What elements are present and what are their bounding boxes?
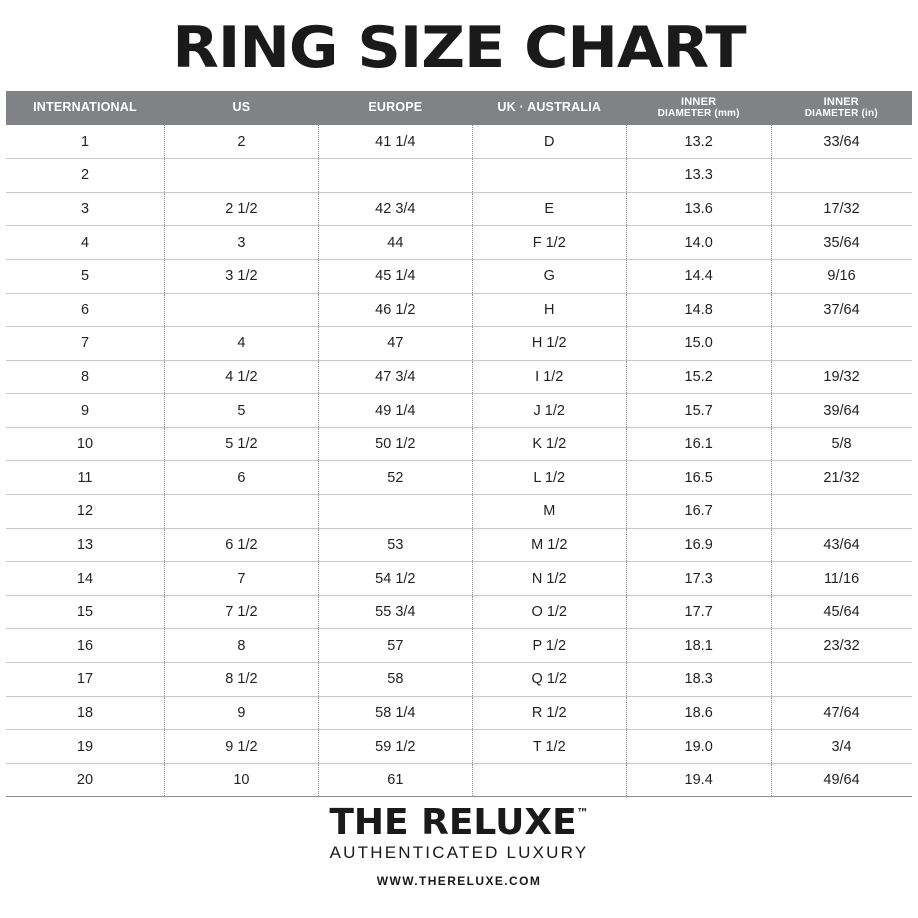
table-cell [318,159,472,193]
table-cell [771,327,911,361]
table-cell: 59 1/2 [318,730,472,764]
table-header-row [6,91,912,125]
table-cell: 53 [318,528,472,562]
table-row [6,327,912,361]
table-cell [472,159,626,193]
table-cell: 12 [6,495,164,529]
table-cell: 5 [164,394,318,428]
table-cell: 47 [318,327,472,361]
table-cell: 13.6 [626,192,771,226]
table-cell: 15.7 [626,394,771,428]
table-row [6,226,912,260]
table-cell: 4 [6,226,164,260]
column-header-uk-australia-label: UK · AUSTRALIA [497,100,602,115]
table-cell: 5 1/2 [164,427,318,461]
table-cell: 9 [6,394,164,428]
table-row [6,461,912,495]
footer [0,802,918,889]
table-cell: 7 1/2 [164,595,318,629]
table-cell: 5/8 [771,427,911,461]
table-cell: J 1/2 [472,394,626,428]
table-body [6,125,912,797]
table-cell: 23/32 [771,629,911,663]
table-cell: N 1/2 [472,562,626,596]
table-cell: 18.3 [626,663,771,697]
table-cell: 14.4 [626,259,771,293]
table-row [6,595,912,629]
column-header-inner-diameter-mm [626,91,771,125]
table-cell: 44 [318,226,472,260]
website-url: WWW.THERELUXE.COM [376,874,542,889]
table-row [6,629,912,663]
table-cell: 11 [6,461,164,495]
table-row [6,159,912,193]
table-cell: H 1/2 [472,327,626,361]
table-cell: 45/64 [771,595,911,629]
table-cell: 3 [6,192,164,226]
column-header-us-label: US [232,100,251,115]
table-cell: 21/32 [771,461,911,495]
trademark-symbol: ™ [576,806,589,821]
table-cell: 15 [6,595,164,629]
table-cell: 7 [164,562,318,596]
table-cell: 17/32 [771,192,911,226]
table-cell: 13.3 [626,159,771,193]
table-cell: 45 1/4 [318,259,472,293]
table-cell: 54 1/2 [318,562,472,596]
table-cell: 17 [6,663,164,697]
table-cell: 2 [6,159,164,193]
table-cell: 10 [164,763,318,797]
table-cell [318,495,472,529]
table-row [6,125,912,159]
table-cell: 7 [6,327,164,361]
table-cell: P 1/2 [472,629,626,663]
table-row [6,562,912,596]
table-cell: M 1/2 [472,528,626,562]
column-header-inner-diameter-mm-sub: DIAMETER (mm) [657,107,740,119]
table-cell: 14.8 [626,293,771,327]
page-title: RING SIZE CHART [172,15,746,81]
table-row [6,259,912,293]
table-cell: T 1/2 [472,730,626,764]
table-cell: 55 3/4 [318,595,472,629]
table-cell: 58 [318,663,472,697]
table-cell: 16 [6,629,164,663]
ring-size-table [6,91,912,797]
table-cell [472,763,626,797]
table-cell: 18.1 [626,629,771,663]
table-cell: 37/64 [771,293,911,327]
table-cell: 9/16 [771,259,911,293]
table-cell: 41 1/4 [318,125,472,159]
table-cell: 35/64 [771,226,911,260]
table-cell: 5 [6,259,164,293]
table-cell: 3/4 [771,730,911,764]
table-row [6,427,912,461]
table-cell: 1 [6,125,164,159]
table-row [6,730,912,764]
table-row [6,495,912,529]
table-cell: 16.1 [626,427,771,461]
table-cell: 17.3 [626,562,771,596]
table-cell: 6 [6,293,164,327]
column-header-uk-australia [472,91,626,125]
column-header-international [6,91,164,125]
table-cell: 47/64 [771,696,911,730]
table-row [6,293,912,327]
table-cell: 9 1/2 [164,730,318,764]
column-header-europe-label: EUROPE [368,100,423,115]
table-cell [164,495,318,529]
table-row [6,528,912,562]
table-header [6,91,912,125]
table-row [6,360,912,394]
table-cell: D [472,125,626,159]
table-cell: 18.6 [626,696,771,730]
column-header-inner-diameter-in [771,91,911,125]
table-cell: R 1/2 [472,696,626,730]
brand-logo [329,802,589,844]
column-header-inner-diameter-mm-label: INNER [681,96,717,108]
table-cell: 3 1/2 [164,259,318,293]
table-cell: 33/64 [771,125,911,159]
table-cell: 47 3/4 [318,360,472,394]
table-row [6,696,912,730]
table-cell: 49 1/4 [318,394,472,428]
table-cell: 58 1/4 [318,696,472,730]
table-cell: 16.7 [626,495,771,529]
table-cell: F 1/2 [472,226,626,260]
table-cell: 9 [164,696,318,730]
column-header-us [164,91,318,125]
table-cell: 13.2 [626,125,771,159]
table-cell: 14 [6,562,164,596]
table-cell [771,663,911,697]
table-cell: 6 [164,461,318,495]
column-header-international-label: INTERNATIONAL [33,100,137,115]
table-cell: 10 [6,427,164,461]
table-cell: 52 [318,461,472,495]
table-cell: H [472,293,626,327]
table-cell: 46 1/2 [318,293,472,327]
table-cell: 61 [318,763,472,797]
table-row [6,394,912,428]
table-cell: M [472,495,626,529]
table-cell: 19 [6,730,164,764]
table-cell: 2 [164,125,318,159]
table-cell: 6 1/2 [164,528,318,562]
table-cell: 4 1/2 [164,360,318,394]
table-cell: 39/64 [771,394,911,428]
table-cell: E [472,192,626,226]
table-cell [164,159,318,193]
table-cell: 15.0 [626,327,771,361]
column-header-inner-diameter-in-sub: DIAMETER (in) [804,107,878,119]
brand-tagline: AUTHENTICATED LUXURY [329,843,589,863]
table-cell: O 1/2 [472,595,626,629]
table-cell: 19.0 [626,730,771,764]
table-cell: 16.9 [626,528,771,562]
brand-name: THE RELUXE [329,802,577,844]
table-cell: G [472,259,626,293]
table-cell: 20 [6,763,164,797]
table-cell: 4 [164,327,318,361]
table-cell: K 1/2 [472,427,626,461]
table-cell: L 1/2 [472,461,626,495]
table-cell: 49/64 [771,763,911,797]
table-cell: 16.5 [626,461,771,495]
table-cell: 15.2 [626,360,771,394]
table-cell [771,159,911,193]
table-row [6,192,912,226]
table-cell: 19/32 [771,360,911,394]
table-cell: 19.4 [626,763,771,797]
table-cell: 8 [164,629,318,663]
table-row [6,763,912,797]
table-cell: 3 [164,226,318,260]
table-cell: 14.0 [626,226,771,260]
column-header-inner-diameter-in-label: INNER [823,96,859,108]
table-cell: 8 1/2 [164,663,318,697]
table-cell: 13 [6,528,164,562]
table-cell [771,495,911,529]
table-cell: 43/64 [771,528,911,562]
table-cell: 17.7 [626,595,771,629]
table-cell: Q 1/2 [472,663,626,697]
table-row [6,663,912,697]
table-cell: 18 [6,696,164,730]
table-cell: 42 3/4 [318,192,472,226]
table-cell: 11/16 [771,562,911,596]
table-cell: 8 [6,360,164,394]
table-cell: 50 1/2 [318,427,472,461]
table-cell [164,293,318,327]
table-cell: I 1/2 [472,360,626,394]
table-cell: 2 1/2 [164,192,318,226]
column-header-europe [318,91,472,125]
table-cell: 57 [318,629,472,663]
